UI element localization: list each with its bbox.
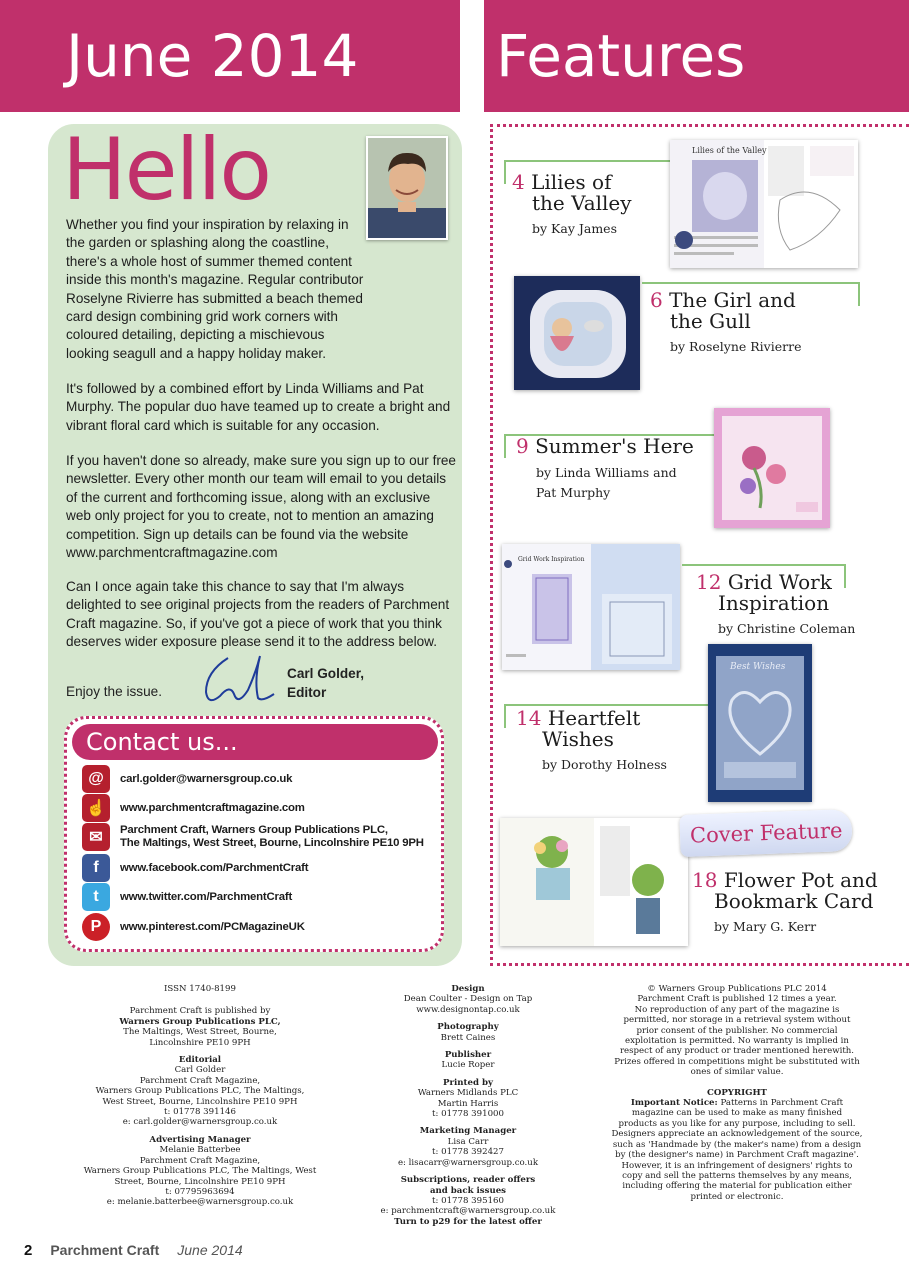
feature-girl-gull[interactable]: 6 The Girl and the Gull by Roselyne Rivierre xyxy=(650,288,802,354)
divider-line xyxy=(504,434,506,458)
contact-email[interactable] xyxy=(82,765,292,793)
divider-line xyxy=(504,160,506,184)
feature-grid-work[interactable]: 12 Grid Work Inspiration by Christine Coleman xyxy=(696,570,856,636)
hello-heading: Hello xyxy=(62,120,270,220)
editor-signature-name xyxy=(287,664,364,702)
contact-email-text[interactable]: carl.golder@warnersgroup.co.uk xyxy=(120,772,293,785)
issue-title: June 2014 xyxy=(66,22,359,90)
editor-photo xyxy=(366,136,448,240)
contact-address xyxy=(82,823,424,851)
pointer-hand-icon: ☝ xyxy=(82,794,110,822)
thumbnail-caption: Grid Work Inspiration xyxy=(518,556,585,563)
feature-lilies[interactable]: 4 Lilies of the Valley by Kay James xyxy=(512,170,632,236)
feature-page-number: 4 xyxy=(512,170,525,194)
feature-thumbnail-girl-gull xyxy=(514,276,640,390)
twitter-icon: t xyxy=(82,883,110,911)
divider-line xyxy=(504,704,506,728)
contact-facebook[interactable] xyxy=(82,854,308,882)
feature-page-number: 6 xyxy=(650,288,663,312)
credits-column-2: Design Dean Coulter - Design on Tap www.designontap.co.uk Photography Brett Caines Publisher Lucie Roper Printed by Warners Midlands PLC Martin Harris t: 01778 391000 Marketing Manager Lisa Carr t: 01778 392427 e: lisacarr@warnersgroup.co.uk Subscriptions, reader offers and back issues t: 01778 395160 e: parchmentcraft@warnersgroup.co.uk Turn to p29 for the latest offer xyxy=(380,984,556,1227)
facebook-icon: f xyxy=(82,854,110,882)
contact-pinterest[interactable] xyxy=(82,913,305,941)
feature-thumbnail-summers-here xyxy=(714,408,830,528)
letter-paragraph-1: Whether you find your inspiration by relaxing in the garden or splashing along the coastline, there's a whole host of summer themed content inside this month's magazine. Regular contributor Roselyne Rivierre has submitted a beach themed card design combining grid work corners with coloured detailing, depicting a mischievous looking seagull and a happy holiday maker. xyxy=(66,217,364,361)
letter-paragraph-3: If you haven't done so already, make sure you sign up to our free newsletter. Every other month our team will email to you details of the current and forthcoming issue, along with an exclusive web only project for you to create, not to mention an amazing competition. Sign up details can be found via the website www.parchmentcraftmagazine.com xyxy=(66,453,456,561)
footer-issue: June 2014 xyxy=(177,1242,243,1258)
contact-heading: Contact us... xyxy=(72,724,438,760)
contact-twitter[interactable] xyxy=(82,883,292,911)
feature-thumbnail-flower-pot xyxy=(500,818,688,946)
divider-line xyxy=(858,282,860,306)
page-footer xyxy=(24,1242,243,1259)
thumbnail-caption: Best Wishes xyxy=(730,662,786,672)
feature-thumbnail-heartfelt-wishes xyxy=(708,644,812,802)
editor-signature xyxy=(200,650,280,708)
feature-thumbnail-grid-work xyxy=(502,544,680,670)
footer-magazine: Parchment Craft xyxy=(50,1242,160,1258)
email-icon: @ xyxy=(82,765,110,793)
letter-paragraph-2: It's followed by a combined effort by Linda Williams and Pat Murphy. The popular duo have teamed up to create a bright and vibrant floral card which is suitable for any occasion. xyxy=(66,381,451,433)
credits-column-3: © Warners Group Publications PLC 2014 Parchment Craft is published 12 times a year. No reproduction of any part of the magazine is permitted, nor storage in a retrieval system without prior consent of the publisher. No commercial exploitation is permitted. No warranty is implied in respect of any product or trader mentioned herewith. Prizes offered in competitions might be substituted with ones of similar value. COPYRIGHT Important Notice: Patterns in Parchment Craft magazine can be used to make as many finished products as you like for any purpose, including to sell. Designers appreciate an acknowledgement of the source, such as 'Handmade by (the maker's name) from a design by (the designer's name) in Parchment Craft magazine'. However, it is an infringement of designers' rights to copy and sell the patterns themselves by any means, including offering the material for publication either printed or electronic. xyxy=(611,984,863,1202)
feature-summers-here[interactable]: 9 Summer's Here by Linda Williams and Pat Murphy xyxy=(516,434,694,500)
feature-page-number: 9 xyxy=(516,434,529,458)
feature-heartfelt-wishes[interactable]: 14 Heartfelt Wishes by Dorothy Holness xyxy=(516,706,667,772)
divider-line xyxy=(504,160,670,162)
feature-page-number: 18 xyxy=(692,868,718,892)
pinterest-icon: P xyxy=(82,913,110,941)
features-title-banner xyxy=(484,0,909,112)
page-number: 2 xyxy=(24,1242,33,1259)
contact-twitter-text[interactable]: www.twitter.com/ParchmentCraft xyxy=(120,890,293,903)
contact-website-text[interactable]: www.parchmentcraftmagazine.com xyxy=(120,801,305,814)
contact-pinterest-text[interactable]: www.pinterest.com/PCMagazineUK xyxy=(120,920,305,933)
features-title: Features xyxy=(496,22,746,90)
editor-role: Editor xyxy=(287,685,327,700)
contact-address-text: Parchment Craft, Warners Group Publications PLC, The Maltings, West Street, Bourne, Lincolnshire PE10 9PH xyxy=(120,824,424,849)
sign-off: Enjoy the issue. xyxy=(66,684,162,699)
contact-website[interactable] xyxy=(82,794,305,822)
cover-feature-ribbon: Cover Feature xyxy=(679,809,852,857)
editor-name: Carl Golder, xyxy=(287,666,365,681)
issue-title-banner xyxy=(0,0,460,112)
feature-page-number: 12 xyxy=(696,570,722,594)
mail-envelope-icon: ✉ xyxy=(82,823,110,851)
credits-column-1: ISSN 1740-8199 Parchment Craft is published by Warners Group Publications PLC, The Maltings, West Street, Bourne, Lincolnshire PE10 9PH Editorial Carl Golder Parchment Craft Magazine, Warners Group Publications PLC, The Maltings, West Street, Bourne, Lincolnshire PE10 9PH t: 01778 391146 e: carl.golder@warnersgroup.co.uk Advertising Manager Melanie Batterbee Parchment Craft Magazine, Warners Group Publications PLC, The Maltings, West Street, Bourne, Lincolnshire PE10 9PH t: 07795963694 e: melanie.batterbee@warnersgroup.co.uk xyxy=(83,984,317,1208)
divider-line xyxy=(642,282,860,284)
letter-paragraph-4: Can I once again take this chance to say that I'm always delighted to see original projects from the readers of Parchment Craft magazine. So, if you've got a piece of work that you think deserves wider exposure please send it to the address below. xyxy=(66,579,450,650)
feature-flower-pot[interactable]: 18 Flower Pot and Bookmark Card by Mary G. Kerr xyxy=(692,868,878,934)
thumbnail-caption: Lilies of the Valley xyxy=(692,146,767,155)
feature-page-number: 14 xyxy=(516,706,542,730)
feature-thumbnail-lilies xyxy=(670,140,858,268)
contact-facebook-text[interactable]: www.facebook.com/ParchmentCraft xyxy=(120,861,309,874)
divider-line xyxy=(682,564,846,566)
